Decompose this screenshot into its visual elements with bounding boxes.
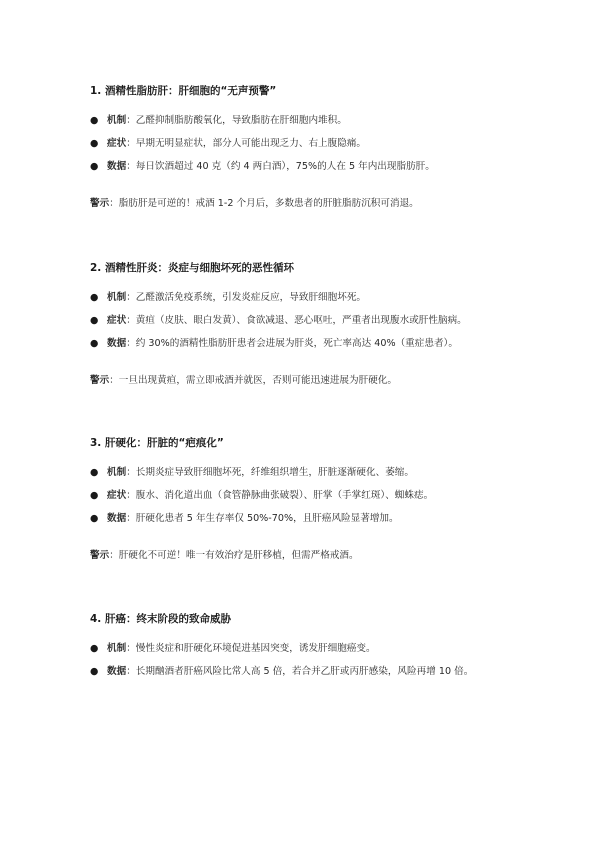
bullet-icon: ●: [90, 115, 99, 126]
warning-text: ：一旦出现黄疸，需立即戒酒并就医，否则可能迅速进展为肝硬化。: [109, 375, 397, 386]
warning-label: 警示: [90, 550, 110, 561]
list-item: [90, 137, 520, 151]
section-alcoholic-hepatitis: [90, 261, 520, 388]
item-text: ：腹水、消化道出血（食管静脉曲张破裂）、肝掌（手掌红斑）、蜘蛛痣。: [126, 490, 434, 501]
bullet-icon: ●: [90, 138, 99, 149]
item-label: 数据: [107, 161, 127, 172]
bullet-icon: ●: [90, 643, 99, 654]
item-label: 机制: [107, 292, 127, 303]
section-heading: 1. 酒精性脂肪肝：肝细胞的“无声预警”: [90, 85, 277, 97]
section-heading: 3. 肝硬化：肝脏的“疤痕化”: [90, 437, 224, 449]
item-label: 机制: [107, 643, 127, 654]
item-text: ：早期无明显症状，部分人可能出现乏力、右上腹隐痛。: [126, 138, 367, 149]
bullet-list: [90, 466, 520, 526]
item-label: 症状: [107, 490, 127, 501]
warning-note: [90, 374, 520, 388]
warning-note: [90, 549, 520, 563]
item-text: ：乙醛激活免疫系统，引发炎症反应，导致肝细胞坏死。: [126, 292, 367, 303]
item-label: 机制: [107, 467, 127, 478]
bullet-list: [90, 291, 520, 351]
item-text: ：慢性炎症和肝硬化环境促进基因突变，诱发肝细胞癌变。: [126, 643, 376, 654]
bullet-icon: ●: [90, 338, 99, 349]
item-text: ：长期炎症导致肝细胞坏死，纤维组织增生，肝脏逐渐硬化、萎缩。: [126, 467, 414, 478]
item-text: ：约 30%的酒精性脂肪肝患者会进展为肝炎，死亡率高达 40%（重症患者）。: [126, 338, 458, 349]
item-text: ：黄疸（皮肤、眼白发黄）、食欲减退、恶心呕吐，严重者出现腹水或肝性脑病。: [126, 315, 467, 326]
bullet-list: [90, 114, 520, 174]
list-item: [90, 489, 520, 503]
bullet-icon: ●: [90, 315, 99, 326]
item-text: ：乙醛抑制脂肪酸氧化，导致脂肪在肝细胞内堆积。: [126, 115, 347, 126]
section-liver-cancer: [90, 612, 520, 679]
item-label: 症状: [107, 138, 127, 149]
section-cirrhosis: [90, 436, 520, 563]
item-text: ：长期酗酒者肝癌风险比常人高 5 倍，若合并乙肝或丙肝感染，风险再增 10 倍。: [126, 666, 474, 677]
list-item: [90, 314, 520, 328]
list-item: [90, 337, 520, 351]
item-label: 数据: [107, 338, 127, 349]
warning-text: ：脂肪肝是可逆的！戒酒 1-2 个月后，多数患者的肝脏脂肪沉积可消退。: [109, 198, 419, 209]
item-label: 数据: [107, 513, 127, 524]
bullet-list: [90, 642, 520, 679]
bullet-icon: ●: [90, 513, 99, 524]
bullet-icon: ●: [90, 467, 99, 478]
list-item: [90, 160, 520, 174]
section-alcoholic-fatty-liver: [90, 84, 520, 211]
bullet-icon: ●: [90, 161, 99, 172]
list-item: [90, 114, 520, 128]
list-item: [90, 665, 520, 679]
warning-text: ：肝硬化不可逆！唯一有效治疗是肝移植，但需严格戒酒。: [109, 550, 359, 561]
bullet-icon: ●: [90, 666, 99, 677]
item-label: 数据: [107, 666, 127, 677]
list-item: [90, 291, 520, 305]
list-item: [90, 512, 520, 526]
section-heading: 4. 肝癌：终末阶段的致命威胁: [90, 613, 231, 625]
list-item: [90, 466, 520, 480]
item-label: 机制: [107, 115, 127, 126]
item-text: ：每日饮酒超过 40 克（约 4 两白酒），75%的人在 5 年内出现脂肪肝。: [126, 161, 435, 172]
item-text: ：肝硬化患者 5 年生存率仅 50%-70%，且肝癌风险显著增加。: [126, 513, 399, 524]
list-item: [90, 642, 520, 656]
warning-label: 警示: [90, 375, 110, 386]
warning-note: [90, 197, 520, 211]
bullet-icon: ●: [90, 490, 99, 501]
section-heading: 2. 酒精性肝炎：炎症与细胞坏死的恶性循环: [90, 262, 294, 274]
bullet-icon: ●: [90, 292, 99, 303]
item-label: 症状: [107, 315, 127, 326]
warning-label: 警示: [90, 198, 110, 209]
